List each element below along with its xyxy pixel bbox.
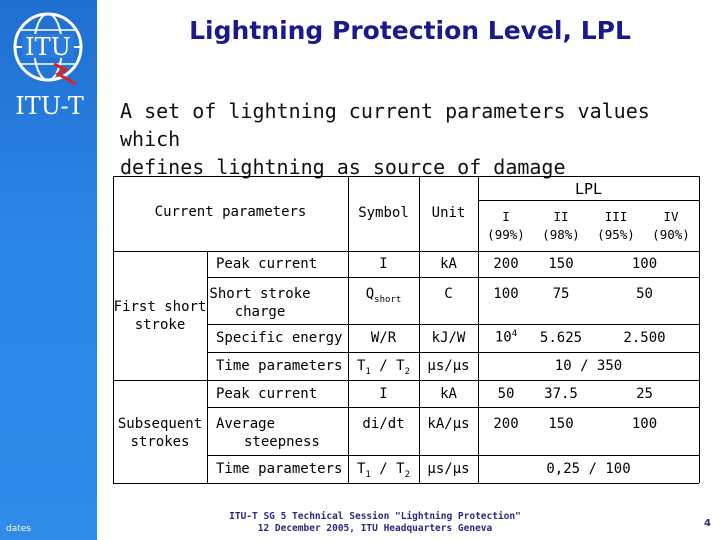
subtitle — [120, 97, 700, 181]
symbol-part: T — [356, 461, 366, 477]
row-peak-current-symbol: I — [379, 256, 388, 272]
row-specific-energy-lpl1 — [480, 329, 532, 346]
row-time-params-2-symbol — [348, 461, 419, 480]
group-label-line: stroke — [134, 317, 186, 333]
row-stroke-charge-unit: C — [444, 286, 453, 302]
symbol-part: T — [396, 358, 405, 374]
level-pct: (90%) — [652, 227, 690, 242]
row-avg-steepness-unit: kA/µs — [427, 416, 470, 432]
row-time-params-1-param: Time parameters — [216, 358, 343, 374]
row-time-params-2-unit: µs/µs — [427, 461, 470, 477]
row-avg-steepness-lpl2: 150 — [548, 416, 574, 432]
value-exponent: 4 — [511, 329, 518, 339]
symbol-part: T — [396, 461, 405, 477]
level-name: I — [502, 209, 510, 224]
row-sub-peak-current-param: Peak current — [216, 386, 318, 402]
param-line: Short stroke — [209, 286, 311, 302]
row-avg-steepness-lpl34: 100 — [631, 416, 658, 432]
table-border-bottom — [113, 483, 699, 484]
row-sub-peak-current-unit: kA — [440, 386, 457, 402]
page-number: 4 — [704, 518, 711, 529]
header-lpl: LPL — [574, 180, 603, 198]
group-subsequent-strokes — [113, 415, 207, 451]
symbol-part: T — [356, 358, 366, 374]
value-base: 10 — [494, 329, 512, 346]
symbol-sub: 2 — [404, 469, 410, 480]
itu-logo-icon — [6, 6, 90, 88]
subtitle-line-1: A set of lightning current parameters values which — [120, 99, 650, 151]
row-time-params-1-lpl-all: 10 / 350 — [554, 358, 623, 374]
table-col-divider — [478, 176, 479, 483]
table-border-top — [113, 176, 699, 177]
group-label-line: First short — [113, 299, 207, 315]
table-row-divider — [207, 277, 699, 278]
symbol-separator: / — [370, 461, 397, 477]
symbol-sub: short — [374, 294, 402, 305]
param-line: steepness — [244, 434, 320, 450]
level-name: III — [604, 209, 628, 224]
table-lpl-divider — [478, 200, 699, 201]
row-time-params-2-lpl-all: 0,25 / 100 — [546, 461, 631, 477]
level-pct: (98%) — [542, 227, 580, 242]
row-specific-energy-param: Specific energy — [216, 330, 343, 346]
symbol-sub: 1 — [365, 469, 371, 480]
row-sub-peak-current-lpl34: 25 — [636, 386, 653, 402]
level-name: II — [553, 209, 569, 224]
table-row-divider — [207, 455, 699, 456]
symbol-sub: 2 — [404, 366, 410, 377]
table-row-divider — [207, 352, 699, 353]
row-specific-energy-lpl34: 2.500 — [623, 330, 666, 346]
header-current-parameters: Current parameters — [154, 204, 307, 220]
footer — [180, 511, 570, 535]
header-symbol: Symbol — [358, 205, 409, 221]
row-time-params-2-param: Time parameters — [216, 461, 343, 477]
table-row-divider — [207, 407, 699, 408]
subtitle-line-2: defines lightning as source of damage — [120, 155, 566, 179]
table-header-divider — [113, 251, 699, 252]
table-row-divider — [207, 324, 699, 325]
row-peak-current-unit: kA — [440, 256, 457, 272]
row-peak-current-param: Peak current — [216, 256, 318, 272]
row-time-params-1-symbol — [348, 358, 419, 377]
svg-text:ITU: ITU — [25, 33, 71, 61]
param-line: Average — [216, 416, 276, 432]
sidebar — [0, 0, 97, 540]
header-level-3 — [590, 208, 642, 244]
footer-line-1: ITU-T SG 5 Technical Session "Lightning Protection" — [229, 511, 521, 522]
row-avg-steepness-symbol: di/dt — [362, 416, 405, 432]
row-stroke-charge-param — [207, 285, 313, 321]
row-sub-peak-current-lpl1: 50 — [497, 386, 515, 402]
row-stroke-charge-symbol — [348, 286, 419, 305]
group-label-line: strokes — [130, 434, 190, 450]
row-time-params-1-unit: µs/µs — [427, 358, 470, 374]
brand-label: ITU-T — [15, 92, 84, 120]
row-stroke-charge-lpl34: 50 — [636, 286, 653, 302]
dates-label: dates — [6, 524, 31, 534]
level-pct: (99%) — [487, 227, 525, 242]
row-specific-energy-lpl2: 5.625 — [539, 330, 583, 346]
row-specific-energy-symbol: W/R — [370, 330, 397, 346]
page-title: Lightning Protection Level, LPL — [189, 16, 631, 45]
row-peak-current-lpl1: 200 — [493, 256, 519, 272]
group-first-short-stroke — [113, 298, 207, 334]
table-group-divider — [113, 380, 699, 381]
group-label-line: Subsequent — [117, 416, 203, 432]
footer-line-2: 12 December 2005, ITU Headquarters Geneva — [257, 523, 493, 534]
row-avg-steepness-lpl1: 200 — [493, 416, 519, 432]
row-stroke-charge-lpl1: 100 — [493, 286, 519, 302]
row-specific-energy-unit: kJ/W — [431, 330, 466, 346]
level-name: IV — [663, 209, 679, 224]
table-border-right — [699, 176, 700, 483]
row-sub-peak-current-lpl2: 37.5 — [544, 386, 578, 402]
param-line: charge — [234, 304, 286, 320]
row-avg-steepness-param — [216, 415, 320, 451]
row-peak-current-lpl2: 150 — [548, 256, 574, 272]
header-unit: Unit — [431, 205, 466, 221]
symbol-main: Q — [365, 286, 375, 302]
header-level-4 — [645, 208, 697, 244]
row-stroke-charge-lpl2: 75 — [552, 286, 570, 302]
level-pct: (95%) — [597, 227, 635, 242]
header-level-1 — [480, 208, 532, 244]
row-peak-current-lpl34: 100 — [631, 256, 658, 272]
symbol-sub: 1 — [365, 366, 371, 377]
symbol-separator: / — [370, 358, 397, 374]
header-level-2 — [535, 208, 587, 244]
row-sub-peak-current-symbol: I — [379, 386, 388, 402]
